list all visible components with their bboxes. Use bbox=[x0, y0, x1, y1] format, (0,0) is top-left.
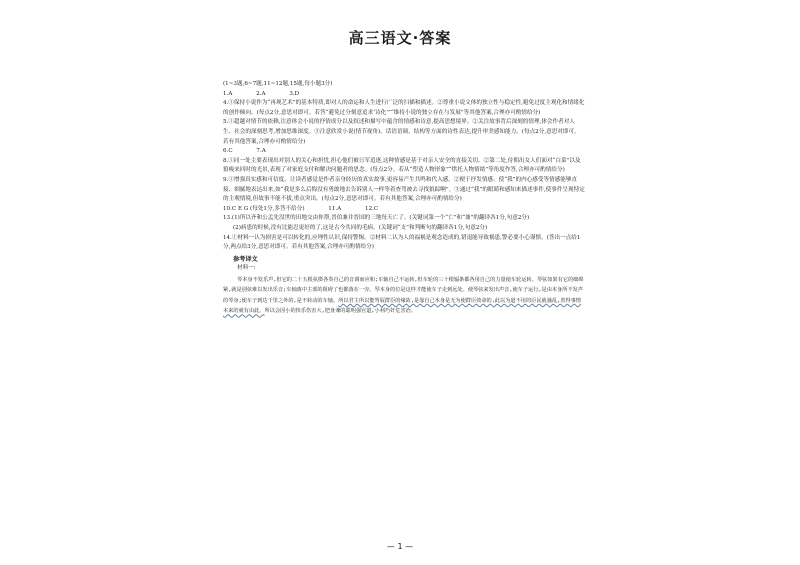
answer-9: 9.①增强真实感和可信度。让读者感觉是作者亲身经历的真实故事,更容易产生共鸣和代入感。②便于抒发情感。使“我”的内心感受等情感能够直接、细腻地表达出来,如“我是多么后悔没有勇敢地去告诉别人一样等着查驾被去寻找狼踪啊”。③通过“我”的眼睛和感知来描述事件,使事件呈现特定的主观情境,但故事不能不拔,重点突出。(每点2分,意思对即可。若有其他答案,合理亦可酌情给分) bbox=[223, 176, 585, 203]
passage-underlined-text: 所以君主所以能驾驭群臣的缘故,是靠自己本身是无为使群臣效命的,此以为道不用的臣民就骚乱,善得事情本来的就有由此。 bbox=[223, 297, 581, 315]
answer-6: 6.C bbox=[223, 148, 233, 155]
score-note: (1~3题,6~7题,11~12题,15题,每小题3分) bbox=[223, 81, 333, 87]
answer-13-1: 13.(1)所以齐和公孟先没世的田地交由你帮,晋伯兼并晋国的三地每天亡了。(关键词第一个“亡”和“兼”的翻译各1分,句意2分) bbox=[223, 215, 530, 222]
passage-tail-text: 所以会因小的快乐伤害大,把身兼的聪明强官道,小利巧奸危害治。 bbox=[264, 308, 417, 315]
material-one-heading: 材料一: bbox=[237, 265, 256, 272]
reference-translation-heading: 参考译文 bbox=[233, 255, 258, 263]
page-number: — 1 — bbox=[386, 542, 414, 551]
answer-2: 2.A bbox=[256, 90, 266, 97]
answer-14: 14.①材料一认为损害是可以转化的,应理性认识,保持警惕。②材料二认为人的福祸是观念造成的,错退能导致祸患,警必要小心谨慎。(答出一点给1分,两点给3分,意思对即可。若有其他答案,合理亦可酌情给分) bbox=[223, 234, 581, 251]
answer-7: 7.A bbox=[256, 148, 266, 155]
answers-10-12 bbox=[223, 205, 585, 215]
answers-1-3 bbox=[223, 90, 585, 100]
answer-10: 10.C E G (每处1分,多答不给分) bbox=[223, 205, 305, 212]
answer-8: 8.①同一处主要表现出对别人的关心和担忧,担心他们被日军追逐,这种情感是基于对亲人安全的直接关切。②第二处,侍佣出女人们面对“白菜”以及狼瘦来回时的光景,表现了对家庭支付和解决问题者的思念。(每点2分。若从“塑造人物形象”“烘托人物情绪”等角度作答,合理亦可酌情给分) bbox=[223, 157, 581, 174]
passage-text: 琴本身不发乐声,但它的二十五根弦摄各奏自己的音调而应和;车轴自己不运转,但车轮的三十根辐条都各用自己的力量使车轮运转。琴弦如果有它的细绵紧,就是别弦难以发出乐音;车轴离中主部的阻碍了也都落在一旁。琴本身的位是这样才能使车子走到远处。使琴弦来发出声音,使车子运行,是由本身所不发声的琴身;使车子到达千里之外的,是不转动的车轴。 bbox=[223, 276, 584, 304]
page-title: 高三语文·答案 bbox=[348, 29, 452, 47]
answer-5: 5.①超越对情节的依赖,注意体会小说的抒情成分以及叙述和描写中蕴含的情感和诗意,提高思想境界。②关注故事背后深刻的情理,体会作者对人生、社会的深刻思考,增加思维深度。③注意欣赏小说(情节视角)、话语语调、结构等方面的诗性表达,提升审美感知能力。(每点2分,意思对即可。若有其他答案,合理亦可酌情给分) bbox=[223, 119, 580, 145]
answers-6-7 bbox=[223, 147, 585, 157]
answer-13-2: (2)病患的时候,没有比能忍更好的了,这是古今共同的毛病。(关键词“支”和判断句的翻译各1分,句意2分) bbox=[233, 224, 488, 231]
answer-12: 12.C bbox=[365, 205, 379, 212]
answer-body bbox=[223, 80, 585, 317]
answer-11: 11.A bbox=[328, 205, 342, 212]
answer-3: 3.D bbox=[289, 90, 300, 97]
answer-1: 1.A bbox=[223, 90, 233, 97]
answer-4: 4.①保持小说作为“再现艺术”的基本特质,即对人的命运和人生进行广泛的扫描和描述。②尊重小说文体的独立性与稳定性,避免过度主观化和情绪化的创作倾向。(每点2分,意思对即可。若答“避免过分刻意追求‘诗化’”“维持小说的独立存在与发展”等其他答案,合理亦可酌情给分) bbox=[223, 100, 585, 116]
translation-passage bbox=[223, 275, 585, 317]
